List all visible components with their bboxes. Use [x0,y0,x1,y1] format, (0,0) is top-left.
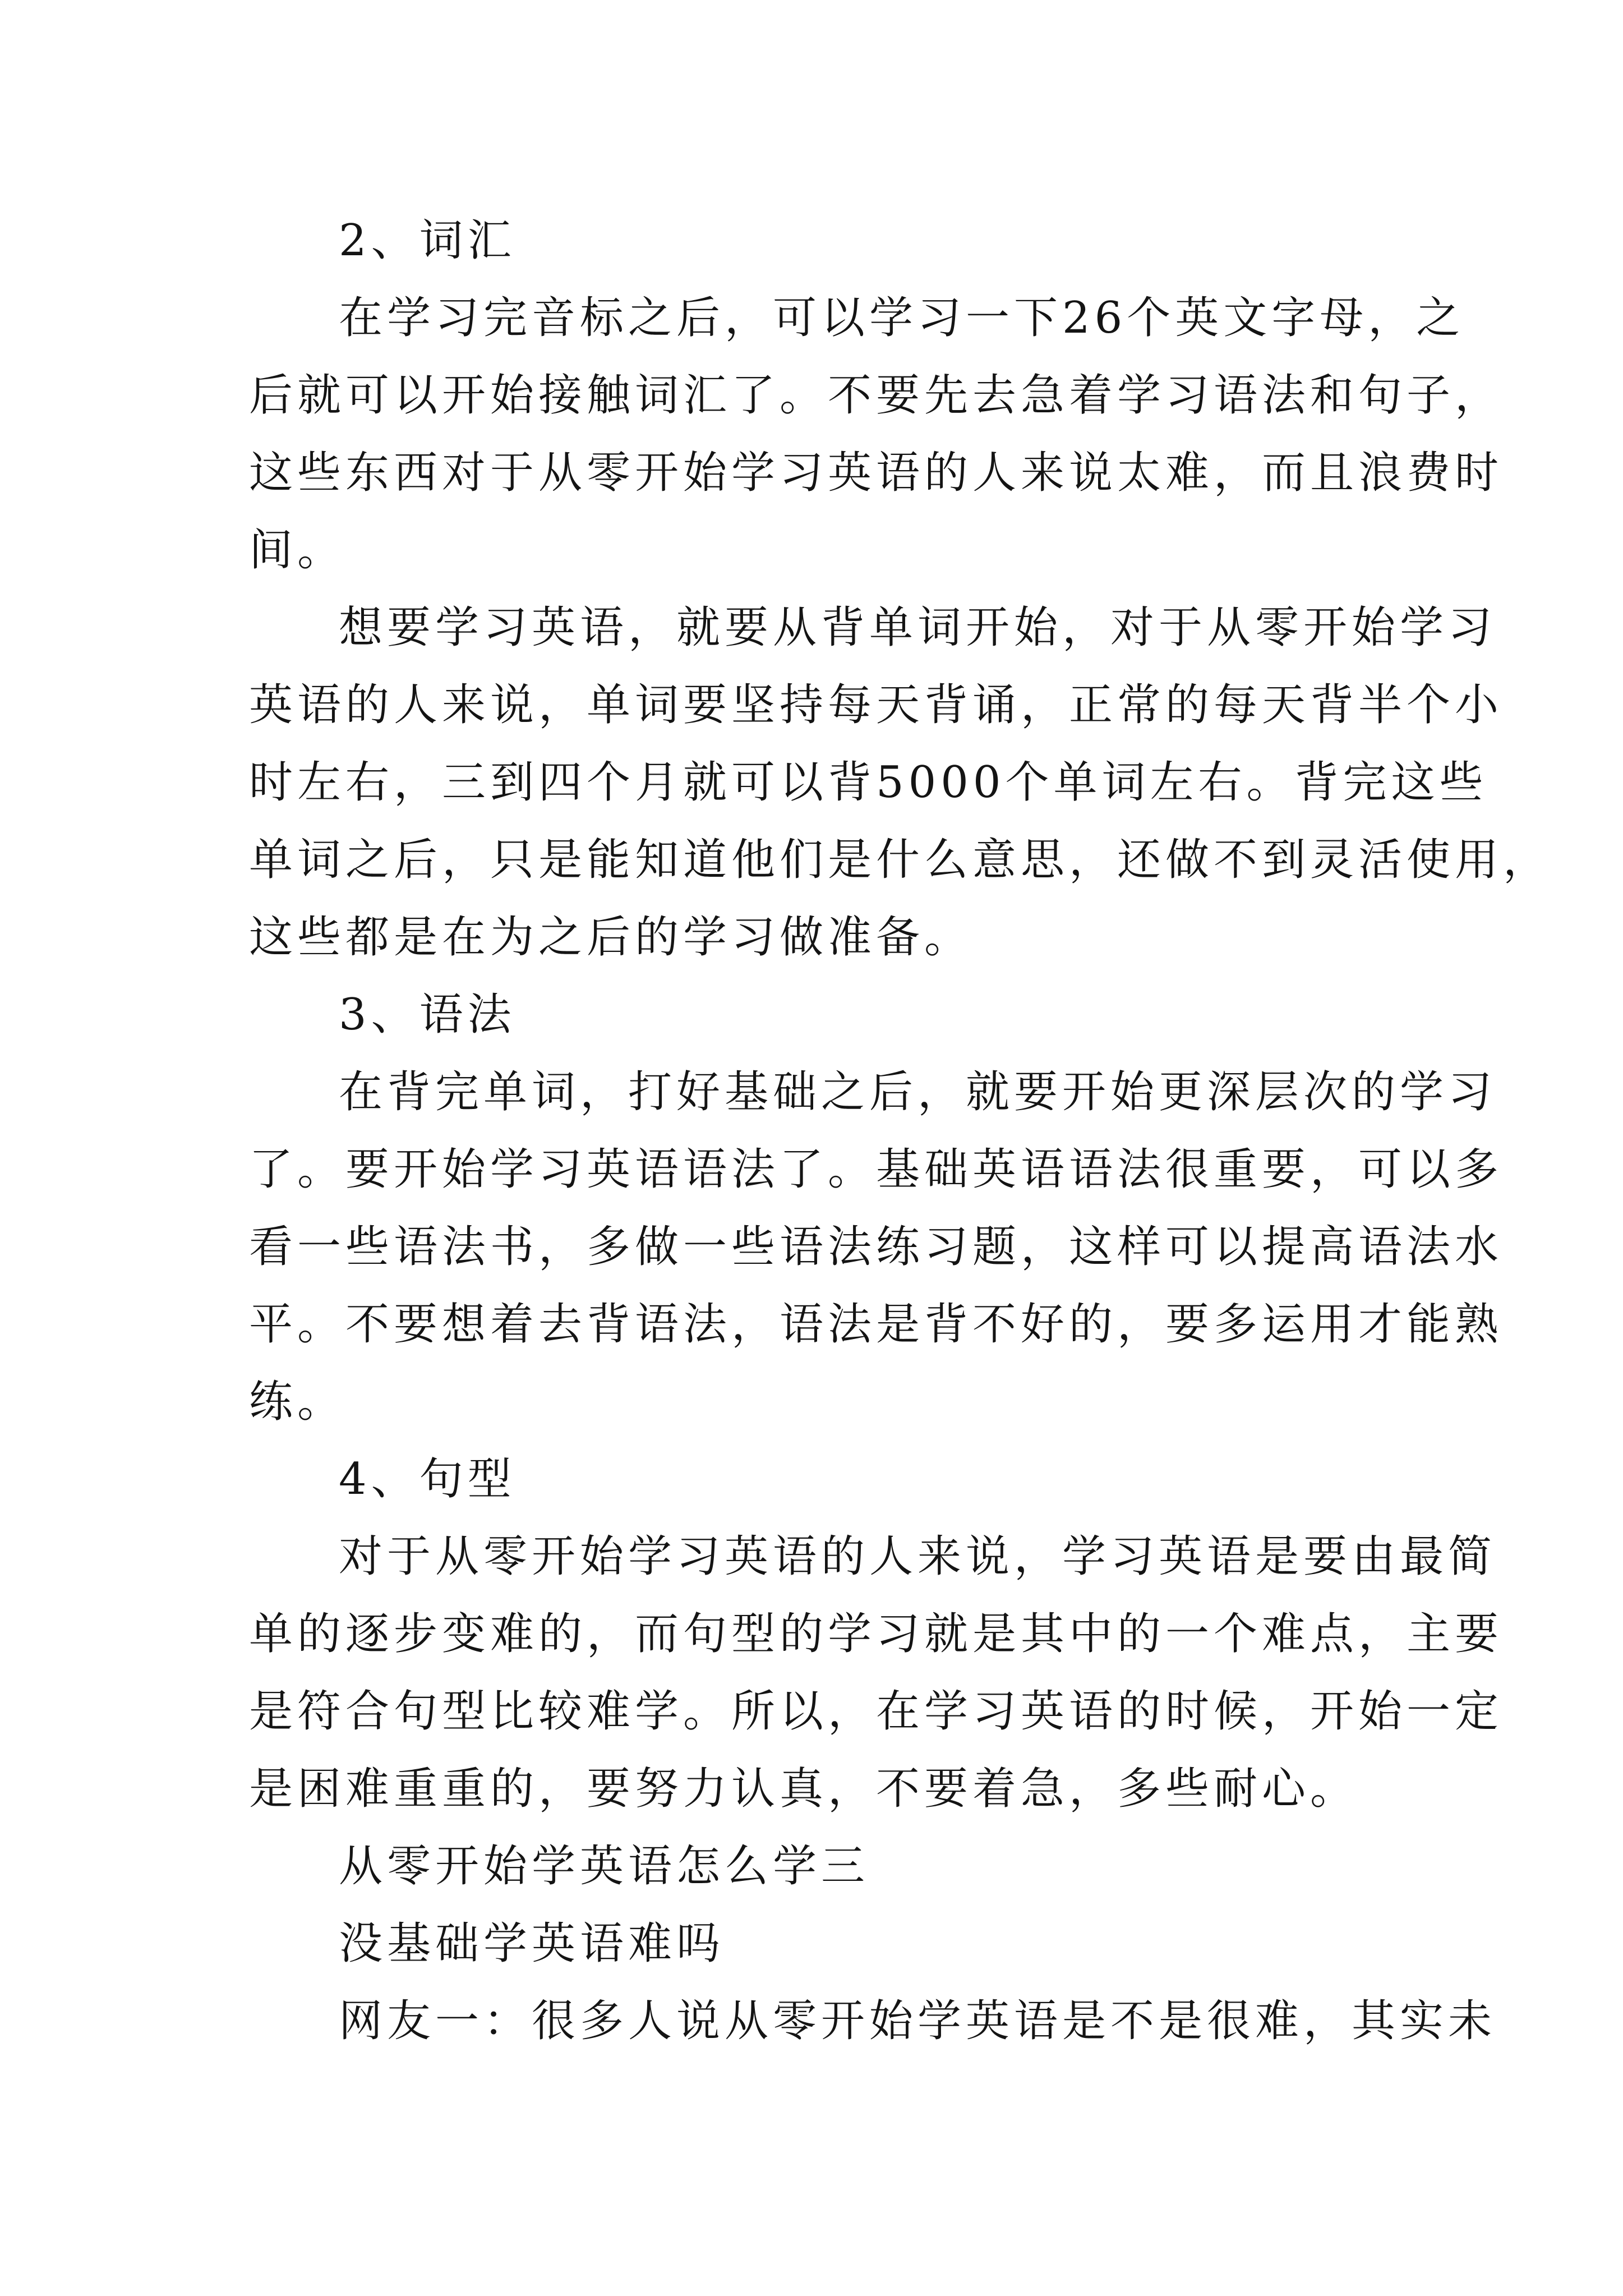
paragraph-line: 这些都是在为之后的学习做准备。 [249,912,973,963]
paragraph-line: 后就可以开始接触词汇了。不要先去急着学习语法和句子， [249,370,1504,421]
paragraph-line: 在背完单词，打好基础之后，就要开始更深层次的学习 [339,1067,1497,1117]
paragraph-line: 对于从零开始学习英语的人来说，学习英语是要由最简 [339,1531,1497,1582]
section-heading-sentence-patterns: 4、句型 [339,1454,516,1504]
paragraph-line: 英语的人来说，单词要坚持每天背诵，正常的每天背半个小 [249,680,1504,730]
section-heading-vocabulary: 2、词汇 [339,215,516,266]
subsection-title: 没基础学英语难吗 [339,1918,725,1969]
paragraph-line: 练。 [249,1377,346,1427]
paragraph-line: 这些东西对于从零开始学习英语的人来说太难，而且浪费时 [249,448,1504,498]
paragraph-line: 网友一：很多人说从零开始学英语是不是很难，其实未 [339,1996,1497,2046]
paragraph-line: 平。不要想着去背语法，语法是背不好的，要多运用才能熟 [249,1299,1504,1350]
paragraph-line: 看一些语法书，多做一些语法练习题，这样可以提高语法水 [249,1222,1504,1272]
section-title: 从零开始学英语怎么学三 [339,1841,870,1892]
section-heading-grammar: 3、语法 [339,990,516,1040]
paragraph-line: 单词之后，只是能知道他们是什么意思，还做不到灵活使用， [249,835,1552,885]
paragraph-line: 间。 [249,525,346,576]
paragraph-line: 了。要开始学习英语语法了。基础英语语法很重要，可以多 [249,1144,1504,1195]
document-body [249,202,1552,2060]
paragraph-line: 是符合句型比较难学。所以，在学习英语的时候，开始一定 [249,1686,1504,1737]
paragraph-line: 单的逐步变难的，而句型的学习就是其中的一个难点，主要 [249,1609,1504,1659]
paragraph-line: 想要学习英语，就要从背单词开始，对于从零开始学习 [339,602,1497,653]
paragraph-line: 是困难重重的，要努力认真，不要着急，多些耐心。 [249,1764,1359,1814]
paragraph-line: 时左右，三到四个月就可以背5000个单词左右。背完这些 [249,757,1488,808]
paragraph-line: 在学习完音标之后，可以学习一下26个英文字母，之 [339,293,1465,343]
